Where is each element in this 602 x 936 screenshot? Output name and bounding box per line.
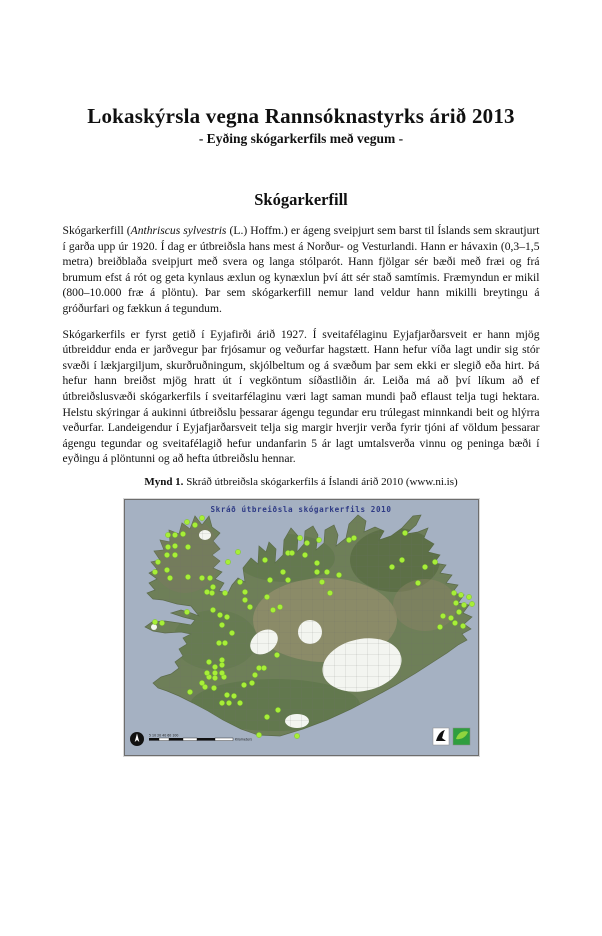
svg-text:5 10 20 40 60 10: 5 10 20 40 60 100 bbox=[148, 733, 178, 738]
paragraph-1 bbox=[63, 223, 540, 317]
figure-caption bbox=[0, 476, 602, 488]
paragraph-1-pre: Skógarkerfill ( bbox=[62, 224, 131, 237]
document-subtitle: - Eyðing skógarkerfils með vegum - bbox=[198, 131, 404, 146]
species-name-italic: Anthriscus sylvestris bbox=[130, 224, 227, 237]
map-title: Skráð útbreiðsla skógarkerfils 2010 bbox=[209, 504, 392, 514]
green-logo bbox=[453, 728, 470, 745]
paragraph-2: Skógarkerfils er fyrst getið í Eyjafirði árið 1927. Í sveitafélaginu Eyjafjarðarsveit er hann mjög útbreiddur enda er jarðvegur þar frjósamur og veðurfar hagstætt. Hann hefur víða lagt undir sig stór svæði í lækjargiljum, skurðruðningum, skjólbeltum og á svæðum þar sem ekki er slegið eða hirt. Þá hefur hann breiðst mjög hratt út í vegköntum síðastliðin ár. Leiða má að því líkum að ef útbreiðslusvæði skógarkerfils í sveitarfélaginu væri lagt saman mundi það eflaust telja tugi hektara. Helstu skýringar á aukinni útbreiðslu þessarar ágengu tegundar eru trúlegast minnkandi beit og hlýrra veðurfar. Landeigendur í Eyjafjarðarsveit telja sig margir hverjir verða fyrir tjóni af völdum þessarar ágengu tegundar og sveitafélagið hefur undanfarin 5 ár lagt umtalsverða vinnu og peninga bæði í eyðingu á plöntunni og að hefta útbreiðslu hennar. bbox=[62, 327, 540, 466]
figure-caption-text: Skráð útbreiðsla skógarkerfils á Íslandi árið 2010 (www.ni.is) bbox=[183, 475, 458, 488]
document-title: Lokaskýrsla vegna Rannsóknastyrks árið 2013 bbox=[87, 104, 515, 128]
ni-logo bbox=[433, 728, 449, 745]
scale-bar-label: Kilometers bbox=[234, 737, 252, 742]
figure-caption-label: Mynd 1. bbox=[144, 475, 184, 488]
figure-map bbox=[124, 499, 479, 756]
section-heading: Skógarkerfill bbox=[254, 190, 348, 209]
paragraph-1-post: (L.) Hoffm.) er ágeng sveipjurt sem barst til Íslands sem skrautjurt í garða upp úr 1920. Í dag er útbreiðsla hans mest á Norður- og Vesturlandi. Hann er hávaxin (0,3–1,5 metra) breiðblaða sveipjurt með svera og langa stólparót. Hann fjölgar sér bæði með fræi og frá brumum efst á rót og geta kynlaus æxlun og kynæxlun því átt sér stað samtímis. Fræmyndun er mikil (800–10.000 fræ á plöntu). Þar sem skógarkerfill nemur land veldur hann mikilli breytingu á gróðurfari og fækkun á tegundum. bbox=[62, 224, 540, 315]
compass-icon bbox=[130, 732, 144, 746]
document-page bbox=[0, 104, 602, 756]
